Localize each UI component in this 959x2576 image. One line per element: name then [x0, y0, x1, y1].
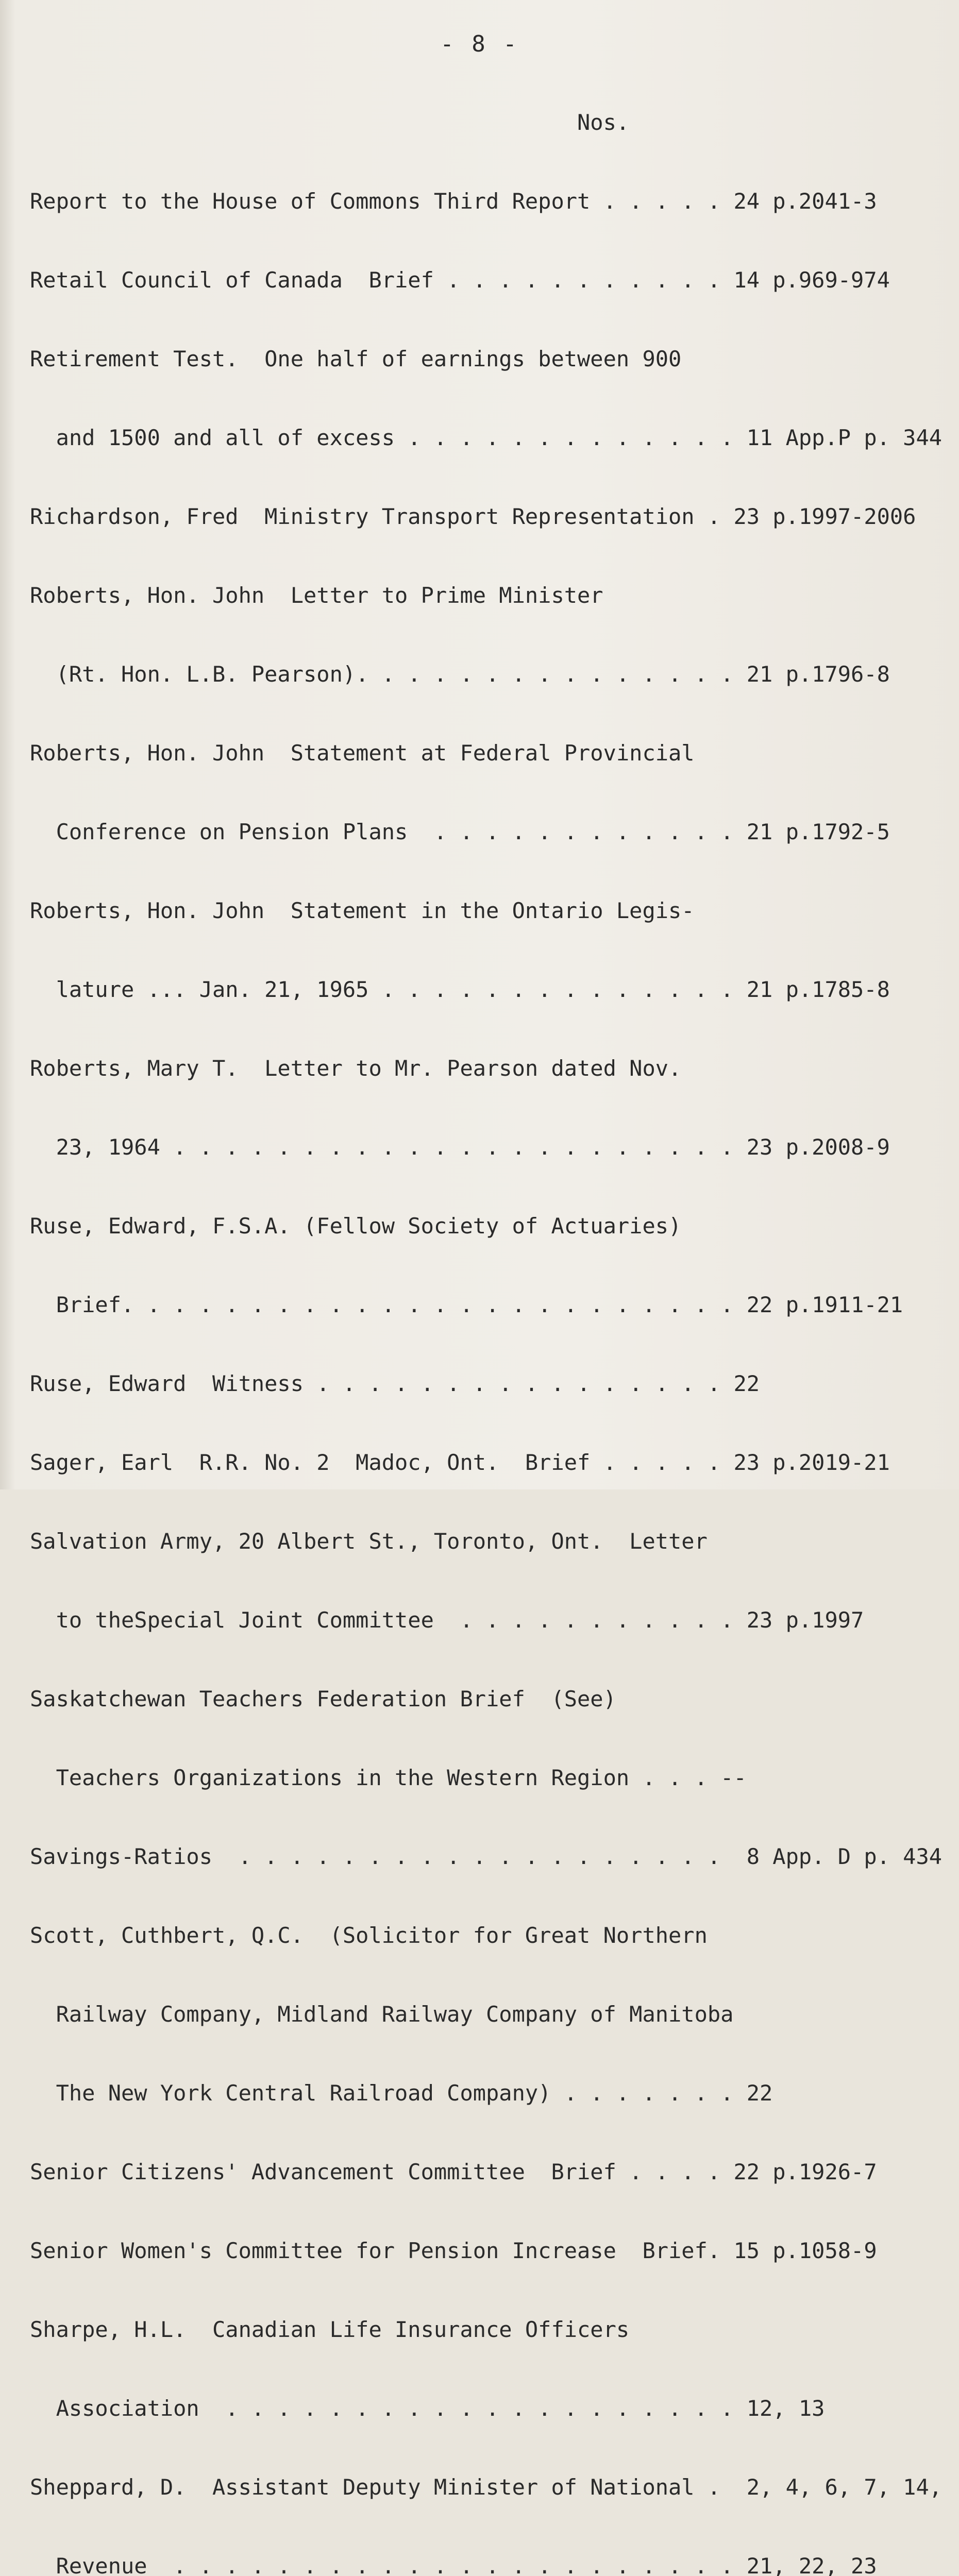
index-line: Brief. . . . . . . . . . . . . . . . . . . . . . . . 22 p.1911-21 [30, 1292, 903, 1317]
index-line: Roberts, Hon. John Statement at Federal Provincial [30, 740, 695, 766]
index-line: Ruse, Edward Witness . . . . . . . . . . . . . . . . 22 [30, 1371, 760, 1396]
index-line: Conference on Pension Plans . . . . . . . . . . . . 21 p.1792-5 [30, 819, 890, 844]
index-line: Ruse, Edward, F.S.A. (Fellow Society of Actuaries) [30, 1213, 682, 1239]
index-line: Scott, Cuthbert, Q.C. (Solicitor for Great Northern [30, 1923, 708, 1948]
index-line: Roberts, Hon. John Letter to Prime Minister [30, 583, 603, 608]
index-line: Savings-Ratios . . . . . . . . . . . . . . . . . . . 8 App. D p. 434 [30, 1844, 943, 1869]
page-number: - 8 - [440, 31, 519, 57]
index-line: Revenue . . . . . . . . . . . . . . . . . . . . . . 21, 22, 23 [30, 2553, 877, 2576]
index-line: Sharpe, H.L. Canadian Life Insurance Officers [30, 2317, 630, 2342]
index-line: Sheppard, D. Assistant Deputy Minister of National . 2, 4, 6, 7, 14, [30, 2475, 943, 2500]
index-line: Salvation Army, 20 Albert St., Toronto, Ont. Letter [30, 1529, 708, 1554]
index-line: lature ... Jan. 21, 1965 . . . . . . . . . . . . . . 21 p.1785-8 [30, 977, 890, 1002]
index-line: Report to the House of Commons Third Report . . . . . 24 p.2041-3 [30, 189, 877, 214]
index-line: Senior Citizens' Advancement Committee Brief . . . . 22 p.1926-7 [30, 2159, 877, 2184]
index-line: (Rt. Hon. L.B. Pearson). . . . . . . . . . . . . . . 21 p.1796-8 [30, 662, 890, 687]
index-line: 23, 1964 . . . . . . . . . . . . . . . . . . . . . . 23 p.2008-9 [30, 1134, 890, 1160]
index-line: Roberts, Hon. John Statement in the Ontario Legis- [30, 898, 695, 923]
index-line: The New York Central Railroad Company) . . . . . . . 22 [30, 2080, 773, 2106]
index-line: Retirement Test. One half of earnings between 900 [30, 346, 682, 371]
index-line: Senior Women's Committee for Pension Increase Brief. 15 p.1058-9 [30, 2238, 877, 2263]
index-line: Railway Company, Midland Railway Company of Manitoba [30, 2002, 734, 2027]
index-line: Sager, Earl R.R. No. 2 Madoc, Ont. Brief . . . . . 23 p.2019-21 [30, 1450, 890, 1475]
index-line: Association . . . . . . . . . . . . . . . . . . . . 12, 13 [30, 2396, 825, 2421]
index-line: Retail Council of Canada Brief . . . . . . . . . . . 14 p.969-974 [30, 267, 890, 293]
index-entries [30, 57, 942, 2576]
index-line: Saskatchewan Teachers Federation Brief (See) [30, 1686, 616, 1711]
index-line: Teachers Organizations in the Western Region . . . -- [30, 1765, 747, 1790]
index-line: and 1500 and all of excess . . . . . . . . . . . . . 11 App.P p. 344 [30, 425, 943, 450]
index-line: Richardson, Fred Ministry Transport Representation . 23 p.1997-2006 [30, 504, 916, 529]
index-line: Roberts, Mary T. Letter to Mr. Pearson dated Nov. [30, 1056, 682, 1081]
column-header-nos: Nos. [30, 110, 630, 135]
index-line: to theSpecial Joint Committee . . . . . . . . . . . 23 p.1997 [30, 1607, 864, 1633]
